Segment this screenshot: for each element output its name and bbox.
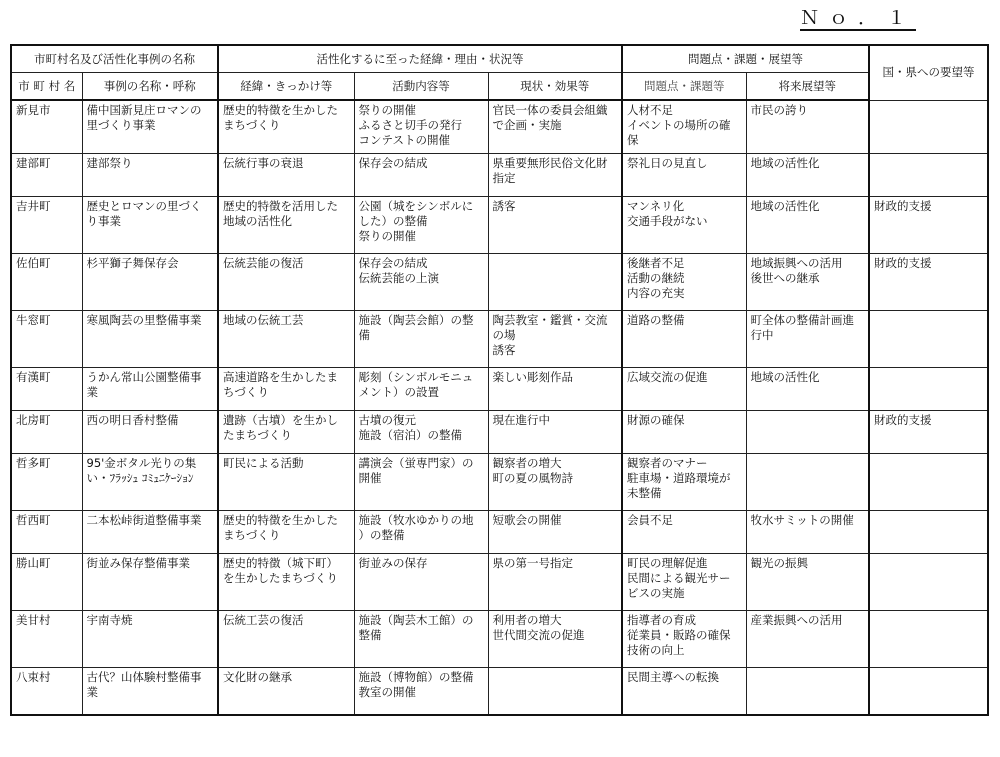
- table-row: [11, 453, 988, 510]
- cell-effects: 楽しい彫刻作品: [488, 367, 622, 410]
- cell-municipality: 牛窓町: [11, 310, 82, 367]
- header-group-reason: 活性化するに至った経緯・理由・状況等: [218, 45, 622, 73]
- cell-effects: [488, 667, 622, 715]
- header-national-request: 国・県への要望等: [869, 45, 988, 100]
- header-row-columns: [11, 73, 988, 101]
- cell-case-name: うかん常山公園整備事 業: [82, 367, 218, 410]
- cell-case-name: 宇南寺焼: [82, 610, 218, 667]
- cell-problems: 会員不足: [622, 510, 746, 553]
- cell-problems: 指導者の育成 従業員・販路の確保 技術の向上: [622, 610, 746, 667]
- case-study-table: [10, 44, 989, 716]
- cell-case-name: 杉平獅子舞保存会: [82, 253, 218, 310]
- table-row: [11, 100, 988, 153]
- cell-outlook: [746, 453, 869, 510]
- cell-activities: 彫刻（シンボルモニュ メント）の設置: [354, 367, 488, 410]
- cell-request: [869, 367, 988, 410]
- cell-outlook: 地域の活性化: [746, 196, 869, 253]
- cell-activities: 保存会の結成: [354, 153, 488, 196]
- cell-outlook: 地域振興への活用 後世への継承: [746, 253, 869, 310]
- cell-problems: 広域交流の促進: [622, 367, 746, 410]
- cell-municipality: 佐伯町: [11, 253, 82, 310]
- cell-effects: 誘客: [488, 196, 622, 253]
- cell-effects: 陶芸教室・鑑賞・交流 の場 誘客: [488, 310, 622, 367]
- table-row: [11, 553, 988, 610]
- cell-background: 歴史的特徴を生かした まちづくり: [218, 510, 354, 553]
- cell-problems: 人材不足 イベントの場所の確 保: [622, 100, 746, 153]
- cell-request: [869, 553, 988, 610]
- table-row: [11, 196, 988, 253]
- cell-municipality: 北房町: [11, 410, 82, 453]
- cell-outlook: 産業振興への活用: [746, 610, 869, 667]
- cell-case-name: 歴史とロマンの里づく り事業: [82, 196, 218, 253]
- cell-effects: 県重要無形民俗文化財 指定: [488, 153, 622, 196]
- cell-effects: 官民一体の委員会組織 で企画・実施: [488, 100, 622, 153]
- table-row: [11, 310, 988, 367]
- cell-background: 伝統行事の衰退: [218, 153, 354, 196]
- cell-municipality: 勝山町: [11, 553, 82, 610]
- cell-request: 財政的支援: [869, 410, 988, 453]
- cell-activities: 施設（博物館）の整備 教室の開催: [354, 667, 488, 715]
- cell-request: [869, 667, 988, 715]
- cell-case-name: 寒風陶芸の里整備事業: [82, 310, 218, 367]
- header-outlook: 将来展望等: [746, 73, 869, 101]
- cell-municipality: 哲西町: [11, 510, 82, 553]
- cell-effects: 利用者の増大 世代間交流の促進: [488, 610, 622, 667]
- cell-case-name: 95'金ボタル光りの集 い・ﾌﾗｯｼｭ ｺﾐｭﾆｹｰｼｮﾝ: [82, 453, 218, 510]
- cell-municipality: 吉井町: [11, 196, 82, 253]
- cell-problems: 民間主導への転換: [622, 667, 746, 715]
- cell-outlook: 市民の誇り: [746, 100, 869, 153]
- cell-activities: 講演会（蛍専門家）の 開催: [354, 453, 488, 510]
- cell-activities: 街並みの保存: [354, 553, 488, 610]
- cell-request: [869, 310, 988, 367]
- cell-effects: 観察者の増大 町の夏の風物詩: [488, 453, 622, 510]
- cell-request: [869, 453, 988, 510]
- header-activities: 活動内容等: [354, 73, 488, 101]
- cell-problems: 祭礼日の見直し: [622, 153, 746, 196]
- header-municipality: 市 町 村 名: [11, 73, 82, 101]
- cell-request: 財政的支援: [869, 253, 988, 310]
- header-problems: 問題点・課題等: [622, 73, 746, 101]
- cell-municipality: 哲多町: [11, 453, 82, 510]
- cell-activities: 保存会の結成 伝統芸能の上演: [354, 253, 488, 310]
- cell-case-name: 古代？山体験村整備事 業: [82, 667, 218, 715]
- cell-case-name: 二本松峠街道整備事業: [82, 510, 218, 553]
- cell-municipality: 建部町: [11, 153, 82, 196]
- cell-outlook: 地域の活性化: [746, 153, 869, 196]
- cell-request: [869, 153, 988, 196]
- cell-activities: 公園（城をシンボルに した）の整備 祭りの開催: [354, 196, 488, 253]
- cell-municipality: 有漢町: [11, 367, 82, 410]
- cell-background: 歴史的特徴（城下町） を生かしたまちづくり: [218, 553, 354, 610]
- header-group-issues: 問題点・課題・展望等: [622, 45, 869, 73]
- table-row: [11, 510, 988, 553]
- cell-background: 町民による活動: [218, 453, 354, 510]
- cell-outlook: 観光の振興: [746, 553, 869, 610]
- table-row: [11, 253, 988, 310]
- cell-activities: 施設（陶芸会館）の整 備: [354, 310, 488, 367]
- cell-background: 文化財の継承: [218, 667, 354, 715]
- table-row: [11, 367, 988, 410]
- cell-effects: 県の第一号指定: [488, 553, 622, 610]
- table-row: [11, 610, 988, 667]
- cell-problems: マンネリ化 交通手段がない: [622, 196, 746, 253]
- cell-problems: 財源の確保: [622, 410, 746, 453]
- cell-request: [869, 510, 988, 553]
- table-row: [11, 153, 988, 196]
- cell-effects: 現在進行中: [488, 410, 622, 453]
- cell-case-name: 西の明日香村整備: [82, 410, 218, 453]
- header-background: 経緯・きっかけ等: [218, 73, 354, 101]
- cell-background: 地域の伝統工芸: [218, 310, 354, 367]
- cell-case-name: 建部祭り: [82, 153, 218, 196]
- cell-case-name: 備中国新見庄ロマンの 里づくり事業: [82, 100, 218, 153]
- cell-request: [869, 100, 988, 153]
- cell-effects: [488, 253, 622, 310]
- page-number: Ｎｏ．１: [800, 7, 917, 29]
- cell-background: 高速道路を生かしたま ちづくり: [218, 367, 354, 410]
- cell-municipality: 美甘村: [11, 610, 82, 667]
- cell-outlook: [746, 410, 869, 453]
- cell-background: 遺跡（古墳）を生かし たまちづくり: [218, 410, 354, 453]
- cell-activities: 祭りの開催 ふるさと切手の発行 コンテストの開催: [354, 100, 488, 153]
- cell-background: 伝統工芸の復活: [218, 610, 354, 667]
- cell-outlook: 町全体の整備計画進 行中: [746, 310, 869, 367]
- cell-background: 歴史的特徴を生かした まちづくり: [218, 100, 354, 153]
- cell-outlook: 地域の活性化: [746, 367, 869, 410]
- cell-case-name: 街並み保存整備事業: [82, 553, 218, 610]
- cell-background: 伝統芸能の復活: [218, 253, 354, 310]
- cell-request: 財政的支援: [869, 196, 988, 253]
- cell-effects: 短歌会の開催: [488, 510, 622, 553]
- header-case-name: 事例の名称・呼称: [82, 73, 218, 101]
- table-row: [11, 410, 988, 453]
- cell-outlook: [746, 667, 869, 715]
- header-effects: 現状・効果等: [488, 73, 622, 101]
- cell-problems: 町民の理解促進 民間による観光サー ビスの実施: [622, 553, 746, 610]
- cell-problems: 道路の整備: [622, 310, 746, 367]
- cell-activities: 施設（陶芸木工館）の 整備: [354, 610, 488, 667]
- cell-municipality: 新見市: [11, 100, 82, 153]
- header-row-groups: [11, 45, 988, 73]
- cell-outlook: 牧水サミットの開催: [746, 510, 869, 553]
- cell-municipality: 八束村: [11, 667, 82, 715]
- cell-activities: 古墳の復元 施設（宿泊）の整備: [354, 410, 488, 453]
- cell-background: 歴史的特徴を活用した 地域の活性化: [218, 196, 354, 253]
- header-group-name: 市町村名及び活性化事例の名称: [11, 45, 218, 73]
- cell-problems: 観察者のマナー 駐車場・道路環境が 未整備: [622, 453, 746, 510]
- cell-problems: 後継者不足 活動の継続 内容の充実: [622, 253, 746, 310]
- table-row: [11, 667, 988, 715]
- cell-request: [869, 610, 988, 667]
- cell-activities: 施設（牧水ゆかりの地 ）の整備: [354, 510, 488, 553]
